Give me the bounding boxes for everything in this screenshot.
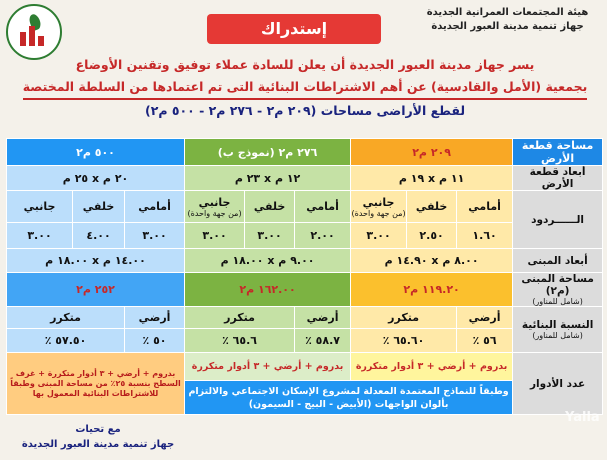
col3-building-area: ٢٥٢ م٢	[7, 273, 185, 307]
col2-front-label: أمامي	[295, 191, 351, 223]
col1-back-label: خلفي	[407, 191, 457, 223]
footer-signature	[8, 422, 188, 452]
col1-building-dims: ٨.٠٠ م x ١٤.٩٠ م	[351, 249, 513, 273]
col3-front-label: أمامي	[125, 191, 185, 223]
col1-dims: ١١ م x ١٩ م	[351, 166, 513, 191]
authority-logo	[6, 4, 62, 60]
col1-repeated-label: متكرر	[351, 307, 457, 329]
row-setback-headers	[7, 191, 603, 223]
col3-repeated-label: متكرر	[7, 307, 125, 329]
col1-ground-label: أرضي	[457, 307, 513, 329]
col2-floors: بدروم + أرضي + ٣ أدوار متكررة	[185, 353, 351, 381]
col3-side-label: جانبي	[7, 191, 73, 223]
col1-floors: بدروم + أرضي + ٣ أدوار متكررة	[351, 353, 513, 381]
col3-floors: بدروم + أرضي + ٣ أدوار متكررة + غرف السطح بنسبة ٢٥٪ من مساحة المبنى وطبقاً للاشتراطات البنائية المعمول بها	[7, 353, 185, 415]
announcement-line-1: يسر جهاز مدينة العبور الجديدة أن يعلن للسادة عملاء توفيق وتقنين الأوضاع	[75, 57, 535, 72]
facade-note: وطبقاً للنماذج المعتمدة المعدلة لمشروع الإسكان الاجتماعي والالتزام بألوان الواجهات (الأبيض - البيج - السيمون)	[185, 381, 513, 415]
row-building-area	[7, 273, 603, 307]
authority-name: جهاز تنمية مدينة العبور الجديدة	[431, 21, 584, 32]
col1-building-area: ١١٩.٢٠ م٢	[351, 273, 513, 307]
footer-greeting: مع تحيات	[75, 424, 121, 435]
label-floors: عدد الأدوار	[513, 353, 603, 415]
col3-ground-value: ٥٠ ٪	[125, 329, 185, 353]
col2-side-label: جانبي (من جهة واحدة)	[185, 191, 245, 223]
col3-back-label: خلفي	[73, 191, 125, 223]
label-setbacks: الــــــردود	[513, 191, 603, 249]
col3-ground-label: أرضي	[125, 307, 185, 329]
col2-back-label: خلفي	[245, 191, 295, 223]
col1-back-value: ٢.٥٠	[407, 223, 457, 249]
label-coverage: النسبة البنائية (شامل للمناور)	[513, 307, 603, 353]
row-dims	[7, 166, 603, 191]
announcement-line-3: لقطع الأراضى مساحات (٢٠٩ م٢ - ٢٧٦ م٢ - ٥٠٠ م٢)	[144, 103, 466, 118]
col1-front-label: أمامي	[457, 191, 513, 223]
col3-building-dims: ١٤.٠٠ م x ١٨.٠٠ م	[7, 249, 185, 273]
col3-area: ٥٠٠ م٢	[7, 139, 185, 166]
col2-front-value: ٢.٠٠	[295, 223, 351, 249]
org-name: هيئة المجتمعات العمرانية الجديدة	[426, 7, 589, 18]
col2-repeated-label: متكرر	[185, 307, 295, 329]
col2-back-value: ٣.٠٠	[245, 223, 295, 249]
row-building-dims	[7, 249, 603, 273]
col1-area: ٢٠٩ م٢	[351, 139, 513, 166]
col1-side-value: ٣.٠٠	[351, 223, 407, 249]
col3-back-value: ٤.٠٠	[73, 223, 125, 249]
announcement-line-2: بجمعية (الأمل والقادسية) عن أهم الاشتراطات البنائية التى تم اعتمادها من السلطة المختصة	[23, 76, 588, 100]
col1-repeated-value: ٦٥.٦٠ ٪	[351, 329, 457, 353]
row-area	[7, 139, 603, 166]
col3-repeated-value: ٥٧.٥٠ ٪	[7, 329, 125, 353]
col2-building-area: ١٦٢.٠٠ م٢	[185, 273, 351, 307]
col1-side-label: جانبي (من جهة واحدة)	[351, 191, 407, 223]
col2-area: ٢٧٦ م٢ (نموذج ب)	[185, 139, 351, 166]
col1-front-value: ١.٦٠	[457, 223, 513, 249]
announcement-text	[8, 54, 602, 122]
label-building-area: مساحة المبنى (م٢) (شامل للمناور)	[513, 273, 603, 307]
col2-side-value: ٣.٠٠	[185, 223, 245, 249]
col2-repeated-value: ٦٥.٦ ٪	[185, 329, 295, 353]
col3-front-value: ٣.٠٠	[125, 223, 185, 249]
building-conditions-table	[6, 138, 603, 415]
label-building-dims: أبعاد المبنى	[513, 249, 603, 273]
org-header	[420, 6, 595, 34]
col2-building-dims: ٩.٠٠ م x ١٨.٠٠ م	[185, 249, 351, 273]
watermark: Yalla	[565, 410, 600, 425]
correction-badge: إستدراك	[207, 14, 381, 44]
label-dims: أبعاد قطعة الأرض	[513, 166, 603, 191]
label-area: مساحة قطعة الأرض	[513, 139, 603, 166]
col2-ground-label: أرضي	[295, 307, 351, 329]
footer-authority: جهاز تنمية مدينة العبور الجديدة	[21, 439, 175, 450]
col1-ground-value: ٥٦ ٪	[457, 329, 513, 353]
col3-side-value: ٣.٠٠	[7, 223, 73, 249]
row-floors	[7, 353, 603, 381]
col2-dims: ١٢ م x ٢٣ م	[185, 166, 351, 191]
row-coverage-headers	[7, 307, 603, 329]
col2-ground-value: ٥٨.٧ ٪	[295, 329, 351, 353]
col3-dims: ٢٠ م x ٢٥ م	[7, 166, 185, 191]
